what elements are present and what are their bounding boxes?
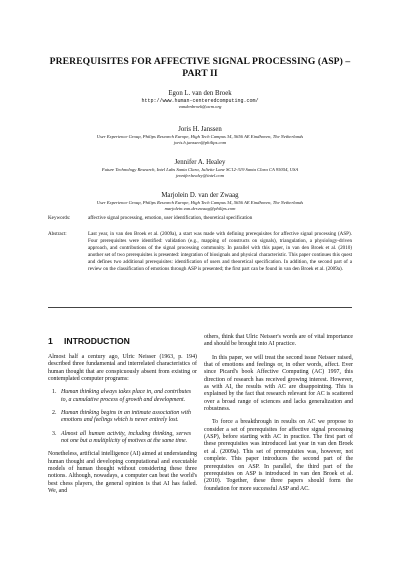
abstract-text: Last year, in van den Broek et al. (2009a), a start was made with defining prerequisites for affective signal processing (ASP). Four prerequisites were identified: validation (e.g., mapping of constructs on signals), triangulation, a physiology-driven approach, and contributions of the signal processing community. In parallel with this paper, in van den Broek et al. (2010) another set of two prerequisites is presented: integration of biosignals and physical characteristic. This paper continues this quest and defines two additional prerequisites: identification of users and theoretical specification. In addition, the second part of a review on the classification of emotions through ASP is presented; the first part can be found in van den Broek et al. (2009a). (88, 231, 352, 272)
section-heading (48, 336, 197, 346)
body-paragraph: others, think that Ulric Neisser's words are of vital importance and should be brought into AI practice. (204, 334, 353, 348)
abstract-divider (48, 307, 352, 308)
neisser-list (48, 389, 197, 445)
author-name: Marjolein D. van der Zwaag (161, 192, 239, 199)
list-item: 3. Almost all human activity, including thinking, serves not one but a multiplicity of motives at the same time. (52, 430, 191, 445)
abstract (48, 231, 352, 291)
author-email: jennifer.healey@intel.com (175, 173, 225, 178)
body-paragraph: To force a breakthrough in results on AC we propose to consider a set of prerequisites for affective signal processing (ASP), before starting with AC in practice. The first part of these prerequisites was introduced last year in van den Broek et al. (2009a). This set of prerequisites was, however, not complete. This paper introduces the second part of the prerequisites on ASP. In parallel, the third part of the prerequisites on ASP is introduced in van den Broek et al. (2010). Together, these three papers should form the foundation for more successful ASP and AC. (204, 419, 353, 492)
paper-title: PREREQUISITES FOR AFFECTIVE SIGNAL PROCESSING (ASP) – PART II (49, 56, 351, 79)
keywords (48, 215, 352, 223)
left-column (48, 354, 197, 496)
intro-paragraph: Almost half a century ago, Ulric Neisser (1963, p. 194) described three fundamental and interrelated characteristics of human thought that are conspicuously absent from existing or contemplated computer programs: (48, 354, 197, 383)
author-affiliation: User Experience Group, Philips Research Europe, High Tech Campus 34, 5656 AE Eindhoven, The Netherlands (96, 134, 304, 139)
keywords-text: affective signal processing, emotion, user identification, theoretical specification (88, 215, 253, 221)
section-title: INTRODUCTION (64, 336, 130, 346)
author-block (40, 126, 360, 146)
author-block (40, 90, 360, 110)
author-name: Jennifer A. Healey (174, 159, 226, 166)
list-item: 1. Human thinking always takes place in, and contributes to, a cumulative process of growth and development. (52, 389, 191, 403)
author-block (40, 192, 360, 212)
keywords-label: Keywords: (48, 215, 71, 221)
right-column (204, 334, 353, 493)
author-email: joris.h.janssen@philips.com (173, 140, 227, 145)
author-name: Joris H. Janssen (178, 126, 222, 133)
author-affiliation: Future Technology Research, Intel Labs Santa Clara, Juliette Lane SC12-319 Santa Clara CA 95054, USA (101, 167, 299, 172)
author-block (40, 159, 360, 179)
body-paragraph: Nonetheless, artificial intelligence (AI) aimed at understanding human thought and developing computational and executable models of human thought without considering these three notions. Although, nowadays, a computer can beat the world's best chess players, the general opinion is that AI has failed. We, and (48, 451, 197, 495)
section-number: 1 (48, 336, 53, 346)
author-email: vandenbroek@acm.org (178, 104, 222, 109)
author-name: Egon L. van den Broek (168, 90, 232, 97)
author-url: http://www.human-centeredcomputing.com/ (141, 98, 259, 104)
list-item: 2. Human thinking begins in an intimate association with emotions and feelings which is never entirely lost. (52, 410, 191, 424)
abstract-label: Abstract: (48, 231, 67, 237)
author-affiliation: User Experience Group, Philips Research Europe, High Tech Campus 34, 5656 AE Eindhoven, The Netherlands (96, 200, 304, 205)
author-email: marjolein.van.der.zwaag@philips.com (164, 206, 236, 211)
body-paragraph: In this paper, we will treat the second issue Neisser raised, that of emotions and feelings or, in other words, affect. Ever since Picard's book Affective Computing (AC) 1997, this direction of research has received growing interest. However, as with AI, the results with AC are disappointing. This is explained by the fact that research relevant for AC is scattered over a broad range of sciences and lacks generalization and robustness. (204, 354, 353, 413)
